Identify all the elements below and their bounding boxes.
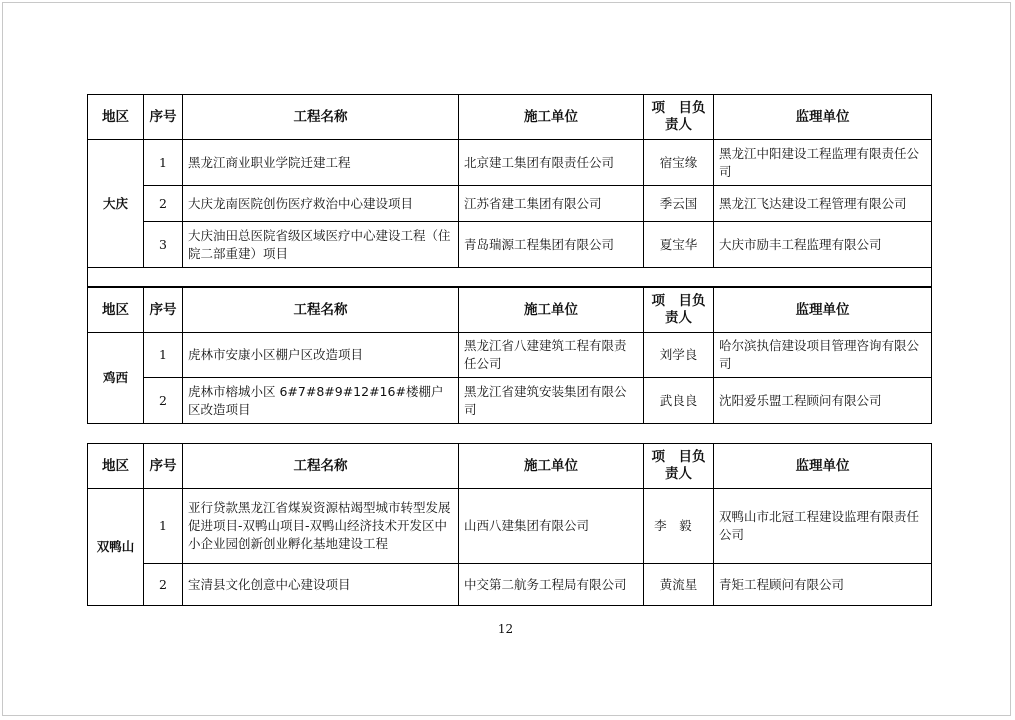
region-cell: 双鸭山 [88,489,144,606]
builder-cell: 中交第二航务工程局有限公司 [459,564,644,606]
builder-cell: 北京建工集团有限责任公司 [459,140,644,186]
header-seq: 序号 [144,288,183,333]
header-builder: 施工单位 [459,95,644,140]
table-row [88,222,932,268]
table-row [88,564,932,606]
header-supervisor: 监理单位 [714,288,932,333]
seq-cell: 2 [144,378,183,424]
table-header-row [88,444,932,489]
table-row [88,333,932,378]
header-project: 工程名称 [183,288,459,333]
seq-cell: 2 [144,564,183,606]
table-row [88,140,932,186]
supervisor-cell: 哈尔滨执信建设项目管理咨询有限公司 [714,333,932,378]
seq-cell: 2 [144,186,183,222]
builder-cell: 青岛瑞源工程集团有限公司 [459,222,644,268]
manager-cell: 季云国 [644,186,714,222]
header-manager: 项 目负责人 [644,444,714,489]
table-row [88,489,932,564]
page-number: 12 [497,622,514,636]
header-region: 地区 [88,288,144,333]
supervisor-cell: 大庆市励丰工程监理有限公司 [714,222,932,268]
region-cell: 鸡西 [88,333,144,424]
project-cell: 虎林市榕城小区 6#7#8#9#12#16#楼棚户区改造项目 [183,378,459,424]
header-manager: 项 目负责人 [644,95,714,140]
seq-cell: 3 [144,222,183,268]
header-manager: 项 目负责人 [644,288,714,333]
header-builder: 施工单位 [459,288,644,333]
seq-cell: 1 [144,140,183,186]
header-region: 地区 [88,444,144,489]
manager-cell: 宿宝缘 [644,140,714,186]
builder-cell: 黑龙江省建筑安装集团有限公司 [459,378,644,424]
header-region: 地区 [88,95,144,140]
header-supervisor: 监理单位 [714,444,932,489]
project-table-shuangyashan [87,443,932,606]
project-table-jixi [87,287,932,424]
project-cell: 宝清县文化创意中心建设项目 [183,564,459,606]
manager-cell: 刘学良 [644,333,714,378]
project-cell: 大庆龙南医院创伤医疗救治中心建设项目 [183,186,459,222]
header-seq: 序号 [144,444,183,489]
project-cell: 亚行贷款黑龙江省煤炭资源枯竭型城市转型发展促进项目-双鸭山项目-双鸭山经济技术开发区中小企业园创新创业孵化基地建设工程 [183,489,459,564]
manager-cell: 李毅 [644,489,714,564]
project-table-daqing [87,94,932,287]
header-builder: 施工单位 [459,444,644,489]
supervisor-cell: 黑龙江中阳建设工程监理有限责任公司 [714,140,932,186]
project-cell: 黑龙江商业职业学院迁建工程 [183,140,459,186]
seq-cell: 1 [144,333,183,378]
manager-cell: 黄流星 [644,564,714,606]
table-row [88,186,932,222]
supervisor-cell: 沈阳爱乐盟工程顾问有限公司 [714,378,932,424]
header-supervisor: 监理单位 [714,95,932,140]
seq-cell: 1 [144,489,183,564]
table-row [88,378,932,424]
table-header-row [88,288,932,333]
table-header-row [88,95,932,140]
builder-cell: 山西八建集团有限公司 [459,489,644,564]
builder-cell: 黑龙江省八建建筑工程有限责任公司 [459,333,644,378]
region-cell: 大庆 [88,140,144,268]
spacer-row [88,268,932,287]
supervisor-cell: 双鸭山市北冠工程建设监理有限责任公司 [714,489,932,564]
supervisor-cell: 青矩工程顾问有限公司 [714,564,932,606]
manager-cell: 夏宝华 [644,222,714,268]
supervisor-cell: 黑龙江飞达建设工程管理有限公司 [714,186,932,222]
project-cell: 虎林市安康小区棚户区改造项目 [183,333,459,378]
header-project: 工程名称 [183,95,459,140]
header-project: 工程名称 [183,444,459,489]
spacer-cell [88,268,932,287]
header-seq: 序号 [144,95,183,140]
manager-cell: 武良良 [644,378,714,424]
project-cell: 大庆油田总医院省级区域医疗中心建设工程（住院二部重建）项目 [183,222,459,268]
builder-cell: 江苏省建工集团有限公司 [459,186,644,222]
